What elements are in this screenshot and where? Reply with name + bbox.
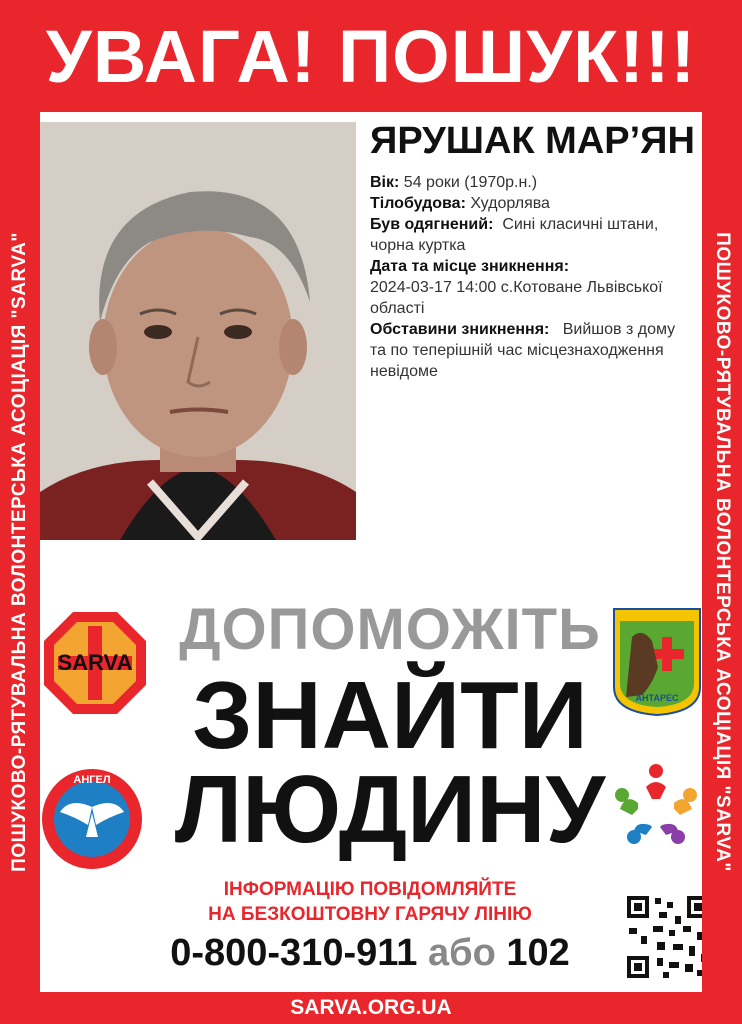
age-label: Вік:: [370, 174, 400, 191]
community-logo: [606, 757, 702, 857]
build-row: [370, 193, 695, 214]
side-banner-right: [702, 112, 742, 992]
angel-logo-text: АНГЕЛ: [73, 774, 111, 786]
age-value: 54 роки (1970р.н.): [403, 174, 538, 191]
person-photo: [40, 122, 356, 540]
report-line-2: НА БЕЗКОШТОВНУ ГАРЯЧУ ЛІНІЮ: [208, 904, 532, 925]
page-title: УВАГА! ПОШУК!!!: [45, 14, 697, 98]
report-line-1: ІНФОРМАЦІЮ ПОВІДОМЛЯЙТЕ: [223, 879, 517, 900]
hotline-or: або: [427, 932, 496, 974]
circumstances-row: [370, 319, 695, 382]
missing-value: 2024-03-17 14:00 с.Котоване Львівської області: [370, 279, 663, 317]
sarva-logo: [42, 610, 148, 716]
antares-logo-text: АНТАРЕС: [635, 693, 679, 703]
age-row: [370, 172, 695, 193]
hotline-number: 0-800-310-911: [170, 932, 418, 974]
help-heading: ДОПОМОЖІТЬ: [179, 597, 601, 662]
side-banner-left-text: ПОШУКОВО-РЯТУВАЛЬНА ВОЛОНТЕРСЬКА АСОЦІАЦІЯ "SARVA": [9, 232, 30, 872]
side-banner-right-text: ПОШУКОВО-РЯТУВАЛЬНА ВОЛОНТЕРСЬКА АСОЦІАЦІЯ "SARVA": [712, 232, 733, 872]
find-heading: ЗНАЙТИ: [192, 662, 588, 769]
build-value: Худорлява: [470, 195, 550, 212]
circumstances-value: Вийшов з дому та по теперішній час місцезнаходження невідоме: [370, 321, 676, 380]
footer-url[interactable]: SARVA.ORG.UA: [290, 996, 452, 1019]
clothes-value: Сині класичні штани, чорна куртка: [370, 216, 659, 254]
hotline-number-2: 102: [506, 932, 570, 974]
report-instructions: [130, 877, 610, 927]
missing-label: Дата та місце зникнення:: [370, 258, 570, 275]
clothes-row: [370, 214, 695, 256]
person-heading: ЛЮДИНУ: [174, 756, 606, 863]
clothes-label: Був одягнений:: [370, 216, 494, 233]
person-name: ЯРУШАК МАР’ЯН: [370, 120, 695, 162]
hotline: [120, 932, 620, 975]
circumstances-label: Обставини зникнення:: [370, 321, 550, 338]
qr-code[interactable]: [623, 892, 702, 982]
build-label: Тілобудова:: [370, 195, 466, 212]
poster-panel: [40, 112, 702, 992]
sarva-logo-text: SARVA: [57, 650, 133, 675]
side-banner-left: [0, 112, 40, 992]
person-info: [370, 172, 695, 382]
missing-row: [370, 256, 695, 319]
angel-logo: [40, 767, 144, 871]
antares-logo: [612, 607, 702, 717]
